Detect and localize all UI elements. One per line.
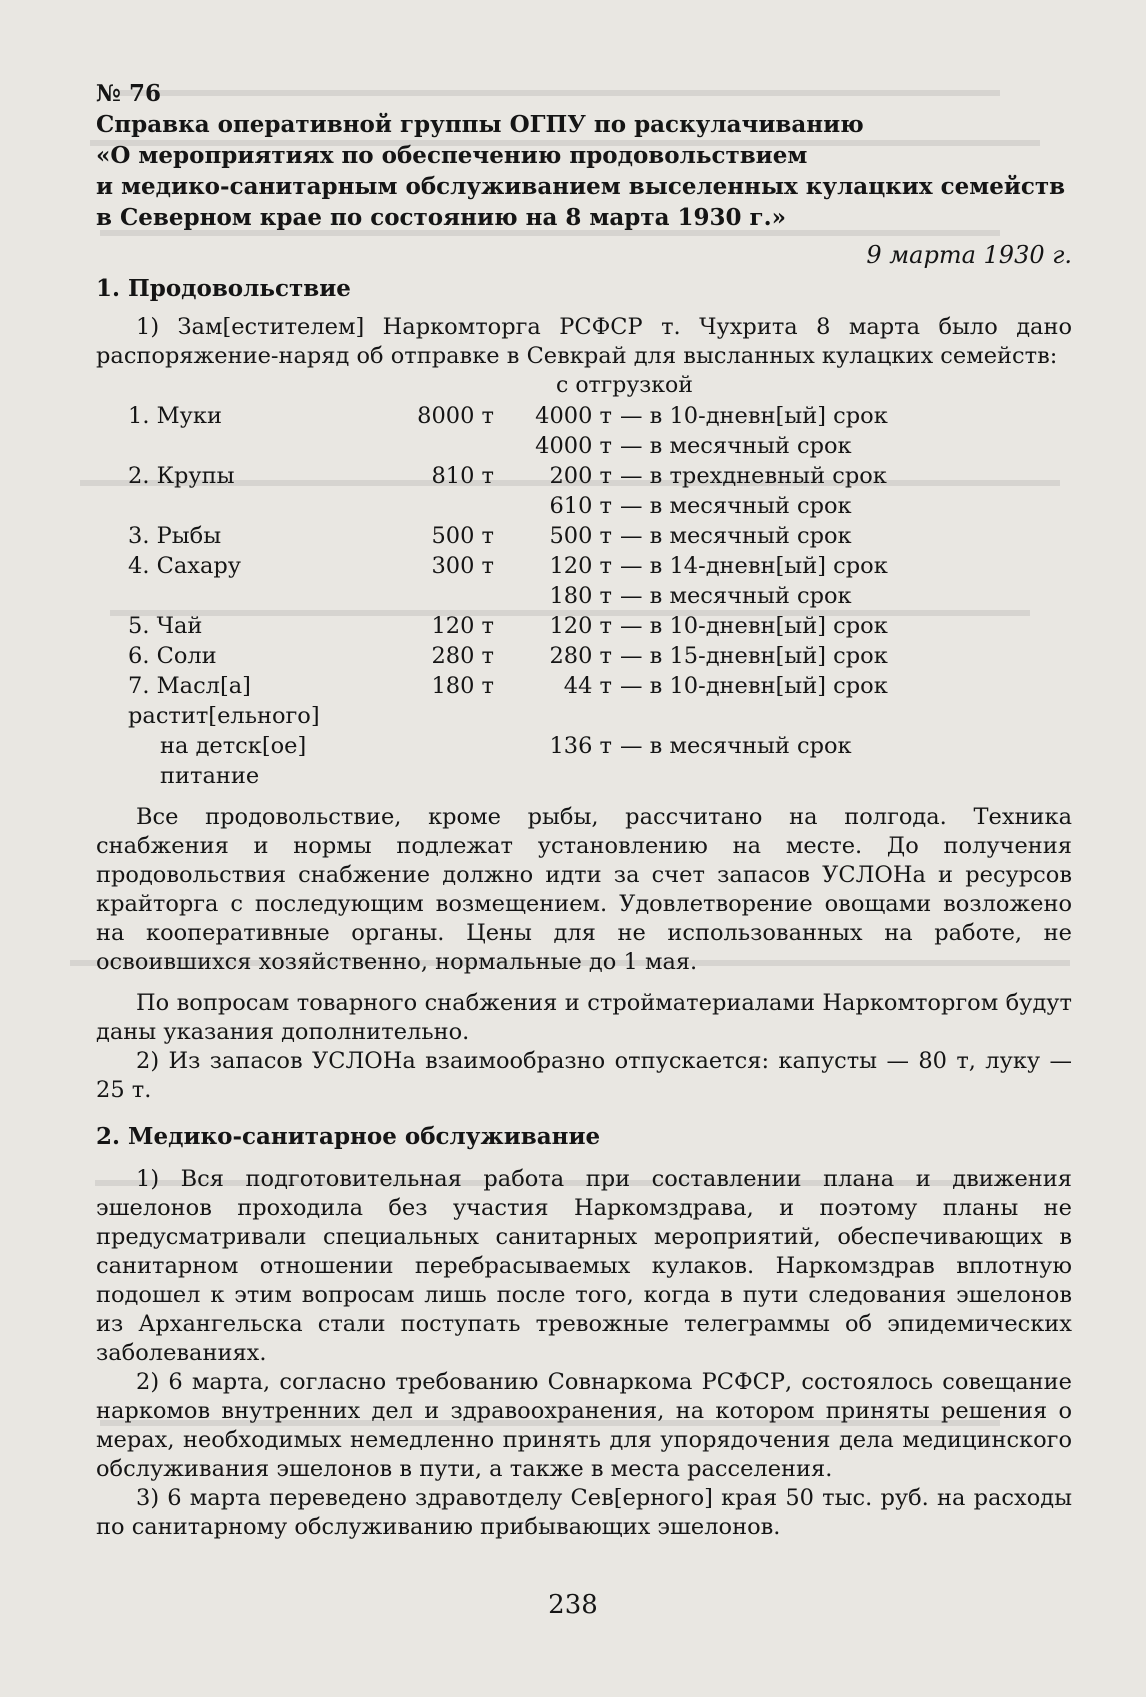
item-name: на детск[ое] питание [160, 733, 307, 789]
item-name: 1. Муки [128, 403, 222, 429]
supply-row [96, 521, 1072, 551]
supply-row [96, 611, 1072, 641]
section-heading-food: 1. Продовольствие [96, 275, 351, 302]
title-line: и медико-санитарным обслуживанием выселенных кулацких семейств [96, 173, 1066, 200]
item-term: — в месячный срок [620, 493, 852, 519]
paragraph-medical-2: 2) 6 марта, согласно требованию Совнаркома РСФСР, состоялось совещание наркомов внутренних дел и здравоохранения, на котором приняты решения о мерах, необходимых немедленно принять для упорядочения дела медицинского обслуживания эшелонов в пути, а также в места расселения. [96, 1369, 1072, 1482]
item-name [96, 431, 384, 461]
supply-row [96, 581, 1072, 611]
item-amount: 120 т [549, 613, 612, 639]
item-total: 8000 т [417, 403, 494, 429]
item-name: 2. Крупы [128, 463, 235, 489]
item-total [384, 731, 494, 791]
item-total: 500 т [431, 523, 494, 549]
item-amount: 44 т [563, 673, 612, 699]
page-number: 238 [548, 1590, 598, 1620]
item-term: — в трехдневный срок [620, 463, 887, 489]
title-line: в Северном крае по состоянию на 8 марта 1930 г.» [96, 204, 786, 231]
item-term: — в месячный срок [620, 583, 852, 609]
item-total [384, 491, 494, 521]
item-total: 280 т [431, 643, 494, 669]
item-term: — в месячный срок [620, 433, 852, 459]
title-line: «О мероприятиях по обеспечению продовольствием [96, 142, 808, 169]
shipment-header: с отгрузкой [556, 373, 693, 398]
item-term: — в 15-дневн[ый] срок [620, 643, 888, 669]
supply-list [96, 401, 1072, 791]
item-amount: 500 т [549, 523, 612, 549]
supply-row [96, 731, 1072, 791]
item-total [384, 581, 494, 611]
supply-row [96, 431, 1072, 461]
document-title [96, 109, 1072, 233]
paragraph-all-food: Все продовольствие, кроме рыбы, рассчитано на полгода. Техника снабжения и нормы подлежат установлению на месте. До получения продовольствия снабжение должно идти за счет запасов УСЛОНа и ресурсов крайторга с последующим возмещением. Удовлетворение овощами возложено на кооперативные органы. Цены для не использованных на работе, не освоившихся хозяйственно, нормальные до 1 мая. [96, 804, 1072, 975]
item-term: — в 10-дневн[ый] срок [620, 403, 888, 429]
item-amount: 4000 т [535, 403, 612, 429]
item-name [96, 581, 384, 611]
item-name: 5. Чай [128, 613, 203, 639]
item-term: — в 10-дневн[ый] срок [620, 613, 888, 639]
item-term: — в 14-дневн[ый] срок [620, 553, 888, 579]
item-term: — в 10-дневн[ый] срок [620, 673, 888, 699]
supply-row [96, 491, 1072, 521]
item-total: 300 т [431, 553, 494, 579]
section-heading-medical: 2. Медико-санитарное обслуживание [96, 1123, 601, 1150]
supply-row [96, 671, 1072, 731]
item-term: — в месячный срок [620, 733, 852, 759]
paragraph-medical-3: 3) 6 марта переведено здравотделу Сев[ерного] края 50 тыс. руб. на расходы по санитарному обслуживанию прибывающих эшелонов. [96, 1485, 1072, 1540]
item-name: 3. Рыбы [128, 523, 222, 549]
document-number: № 76 [96, 80, 162, 107]
paragraph-order: 1) Зам[естителем] Наркомторга РСФСР т. Чухрита 8 марта было дано распоряжение-наряд об отправке в Севкрай для высланных кулацких семейств: [96, 314, 1072, 369]
supply-row [96, 461, 1072, 491]
supply-row [96, 401, 1072, 431]
supply-row [96, 641, 1072, 671]
paragraph-medical-1: 1) Вся подготовительная работа при составлении плана и движения эшелонов проходила без участия Наркомздрава, и поэтому планы не предусматривали специальных санитарных мероприятий, обеспечивающих в санитарном отношении перебрасываемых кулаков. Наркомздрав вплотную подошел к этим вопросам лишь после того, когда в пути следования эшелонов из Архангельска стали поступать тревожные телеграммы об эпидемических заболеваниях. [96, 1166, 1072, 1366]
item-total: 120 т [431, 613, 494, 639]
document-date: 9 марта 1930 г. [866, 241, 1072, 269]
paragraph-uslon: 2) Из запасов УСЛОНа взаимообразно отпускается: капусты — 80 т, луку — 25 т. [96, 1048, 1072, 1103]
paragraph-goods: По вопросам товарного снабжения и стройматериалами Наркомторгом будут даны указания дополнительно. [96, 990, 1072, 1045]
item-amount: 4000 т [535, 433, 612, 459]
item-amount: 120 т [549, 553, 612, 579]
item-term: — в месячный срок [620, 523, 852, 549]
item-amount: 200 т [549, 463, 612, 489]
item-total [384, 431, 494, 461]
item-name: 4. Сахару [128, 553, 241, 579]
item-amount: 610 т [549, 493, 612, 519]
supply-row [96, 551, 1072, 581]
item-amount: 280 т [549, 643, 612, 669]
item-total: 180 т [431, 673, 494, 699]
item-name: 7. Масл[а] растит[ельного] [128, 673, 320, 729]
item-amount: 180 т [549, 583, 612, 609]
item-total: 810 т [431, 463, 494, 489]
item-name: 6. Соли [128, 643, 217, 669]
item-name [96, 491, 384, 521]
item-amount: 136 т [549, 733, 612, 759]
title-line: Справка оперативной группы ОГПУ по раскулачиванию [96, 111, 864, 138]
